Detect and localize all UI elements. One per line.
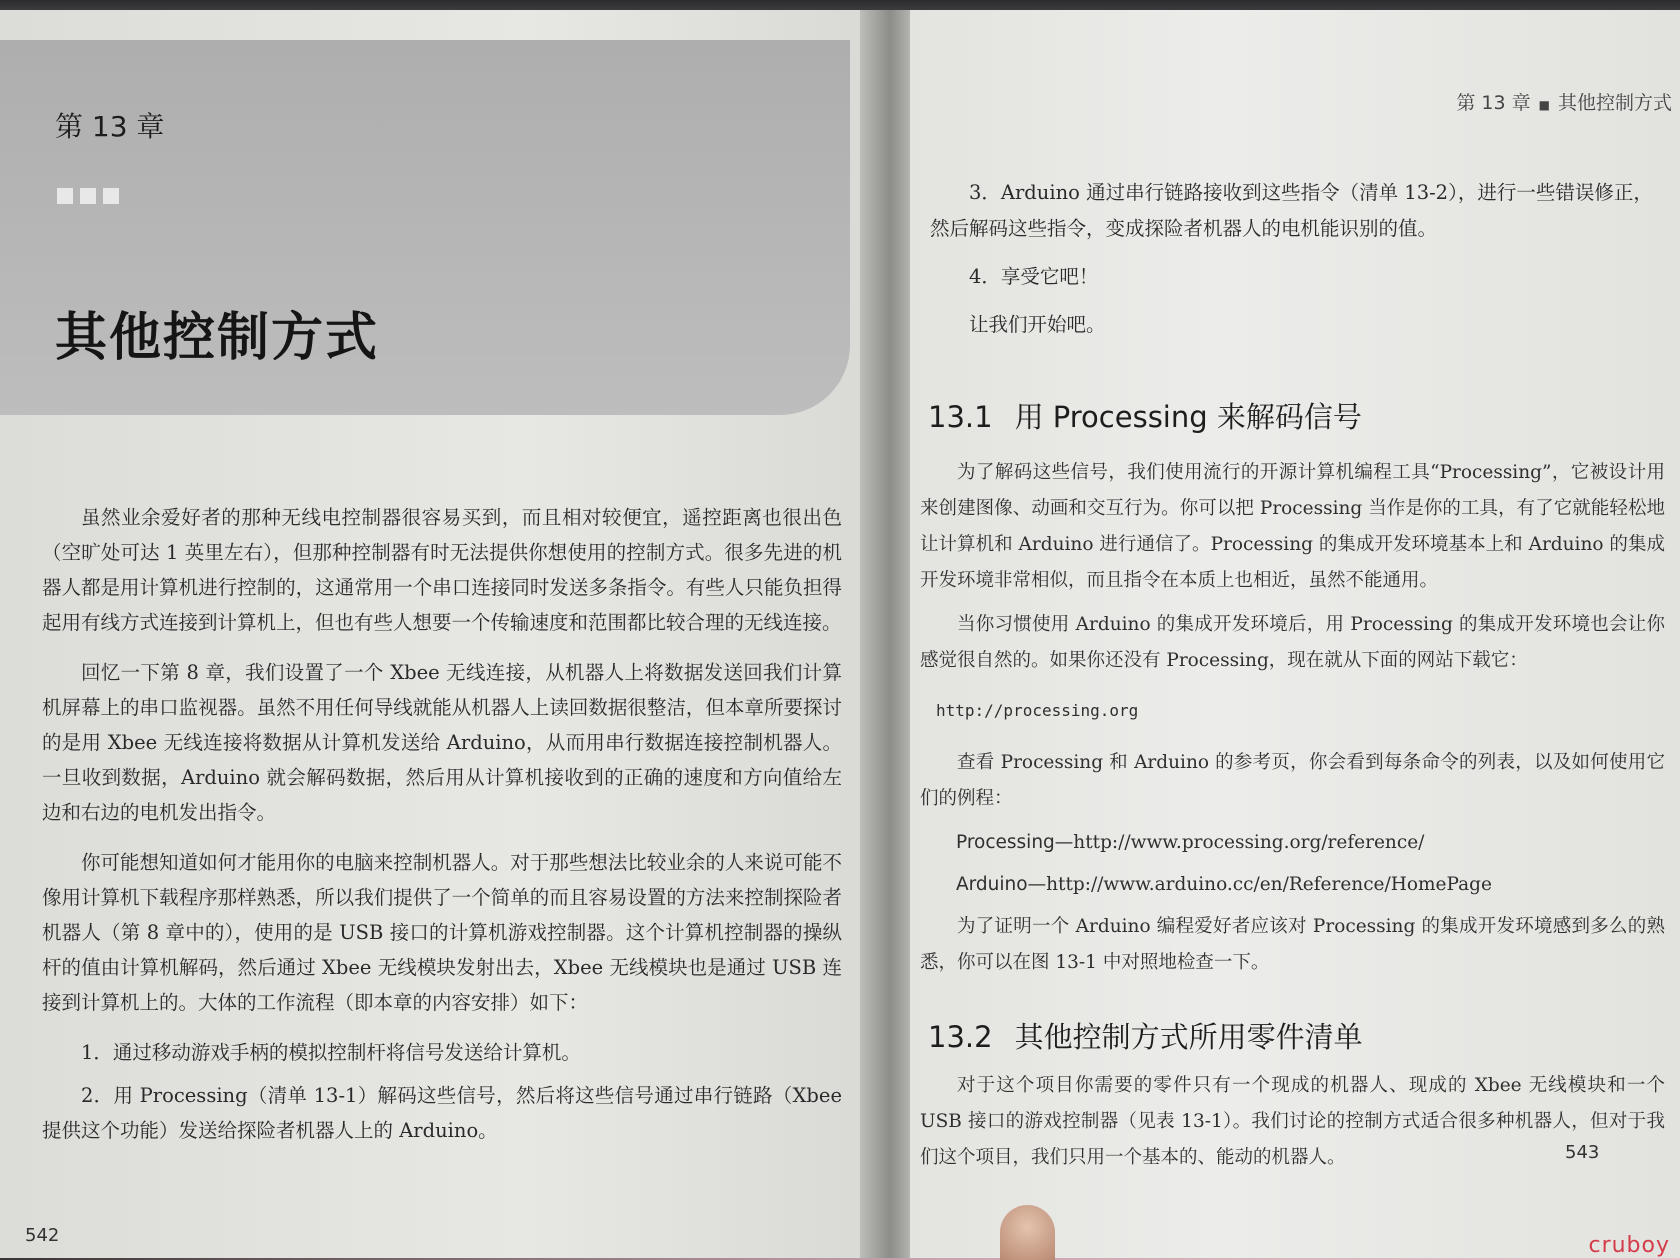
- workflow-item: 4．享受它吧！: [969, 265, 1099, 288]
- running-head: [1456, 88, 1672, 115]
- left-body-text: [42, 500, 842, 1156]
- section-number: 13.2: [928, 1020, 993, 1054]
- section-title: 其他控制方式所用零件清单: [1014, 1020, 1363, 1054]
- reference-link: [956, 867, 1665, 903]
- watermark: cruboy: [1588, 1233, 1670, 1258]
- paragraph: 让我们开始吧。: [969, 313, 1106, 336]
- right-top-text: [930, 175, 1665, 355]
- section-number: 13.1: [928, 400, 993, 434]
- decorative-squares: [57, 188, 119, 204]
- square-bullet-icon: ■: [1538, 98, 1550, 112]
- paragraph: 虽然业余爱好者的那种无线电控制器很容易买到，而且相对较便宜，遥控距离也很出色（空旷处可达 1 英里左右），但那种控制器有时无法提供你想使用的控制方式。很多先进的机器人都是用计算机进行控制的，这通常用一个串口连接同时发送多条指令。有些人只能负担得起用有线方式连接到计算机上，但也有些人想要一个传输速度和范围都比较合理的无线连接。: [42, 506, 842, 634]
- page-number-right: 543: [1565, 1142, 1600, 1163]
- reference-name: Arduino: [956, 874, 1028, 895]
- workflow-item: 1．通过移动游戏手柄的模拟控制杆将信号发送给计算机。: [81, 1041, 581, 1064]
- workflow-item: 3．Arduino 通过串行链路接收到这些指令（清单 13-2），进行一些错误修正，然后解码这些指令，变成探险者机器人的电机能识别的值。: [930, 181, 1653, 240]
- reference-url: —http://www.processing.org/reference/: [1054, 832, 1425, 853]
- section-heading-13-2: [928, 1015, 1668, 1056]
- running-head-chapter: 第 13 章: [1456, 92, 1531, 114]
- chapter-title: 其他控制方式: [55, 308, 380, 368]
- reference-link: [956, 825, 1665, 861]
- thumb: [1000, 1205, 1055, 1260]
- section-heading-13-1: [928, 395, 1668, 436]
- paragraph: 查看 Processing 和 Arduino 的参考页，你会看到每条命令的列表，以及如何使用它们的例程：: [920, 752, 1665, 809]
- section-13-1-body: [920, 455, 1665, 989]
- reference-name: Processing: [956, 832, 1055, 853]
- section-title: 用 Processing 来解码信号: [1014, 400, 1362, 434]
- left-page: [0, 10, 880, 1258]
- workflow-item: 2．用 Processing（清单 13-1）解码这些信号，然后将这些信号通过串行链路（Xbee 提供这个功能）发送给探险者机器人上的 Arduino。: [42, 1084, 842, 1142]
- url-code: http://processing.org: [936, 701, 1139, 720]
- chapter-label: 第 13 章: [55, 110, 165, 143]
- paragraph: 当你习惯使用 Arduino 的集成开发环境后，用 Processing 的集成开发环境也会让你感觉很自然的。如果你还没有 Processing，现在就从下面的网站下载它：: [920, 614, 1665, 671]
- paragraph: 为了解码这些信号，我们使用流行的开源计算机编程工具“Processing”，它被设计用来创建图像、动画和交互行为。你可以把 Processing 当作是你的工具，有了它就能轻松地让计算机和 Arduino 进行通信了。Processing 的集成开发环境基本上和 Arduino 的集成开发环境非常相似，而且指令在本质上也相近，虽然不能通用。: [920, 462, 1665, 591]
- paragraph: 为了证明一个 Arduino 编程爱好者应该对 Processing 的集成开发环境感到多么的熟悉，你可以在图 13-1 中对照地检查一下。: [920, 916, 1665, 973]
- right-page: [910, 10, 1680, 1258]
- page-number-left: 542: [25, 1225, 60, 1246]
- reference-url: —http://www.arduino.cc/en/Reference/HomePage: [1027, 874, 1492, 895]
- section-13-2-body: [920, 1068, 1665, 1184]
- paragraph: 对于这个项目你需要的零件只有一个现成的机器人、现成的 Xbee 无线模块和一个 USB 接口的游戏控制器（见表 13-1）。我们讨论的控制方式适合很多种机器人，但对于我们这个项目，我们只用一个基本的、能动的机器人。: [920, 1075, 1665, 1168]
- paragraph: 回忆一下第 8 章，我们设置了一个 Xbee 无线连接，从机器人上将数据发送回我们计算机屏幕上的串口监视器。虽然不用任何导线就能从机器人上读回数据很整洁，但本章所要探讨的是用 Xbee 无线连接将数据从计算机发送给 Arduino，从而用串行数据连接控制机器人。一旦收到数据，Arduino 就会解码数据，然后用从计算机接收到的正确的速度和方向值给左边和右边的电机发出指令。: [42, 661, 842, 824]
- paragraph: 你可能想知道如何才能用你的电脑来控制机器人。对于那些想法比较业余的人来说可能不像用计算机下载程序那样熟悉，所以我们提供了一个简单的而且容易设置的方法来控制探险者机器人（第 8 章中的），使用的是 USB 接口的计算机游戏控制器。这个计算机控制器的操纵杆的值由计算机解码，然后通过 Xbee 无线模块发射出去，Xbee 无线模块也是通过 USB 连接到计算机上的。大体的工作流程（即本章的内容安排）如下：: [42, 851, 842, 1014]
- running-head-title: 其他控制方式: [1557, 92, 1672, 114]
